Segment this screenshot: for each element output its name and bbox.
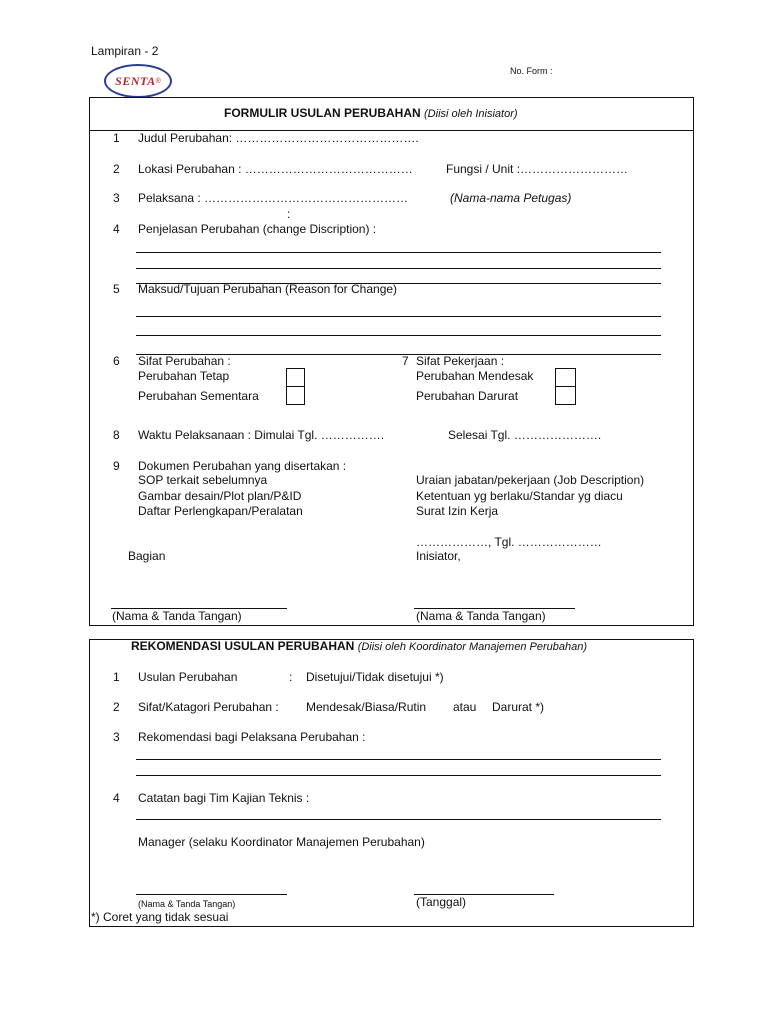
pelaksana-field[interactable]: Pelaksana : …………………………………………… — [138, 191, 409, 205]
form1-subtitle: (Diisi oleh Inisiator) — [424, 108, 518, 120]
usulan-perubahan-label: Usulan Perubahan — [138, 670, 238, 684]
item8-number: 8 — [113, 428, 120, 442]
perubahan-darurat-label: Perubahan Darurat — [416, 389, 519, 403]
dokumen-item: SOP terkait sebelumnya — [138, 473, 268, 487]
persetujuan-option[interactable]: Disetujui/Tidak disetujui *) — [306, 670, 444, 684]
stray-colon: : — [287, 207, 291, 221]
perubahan-mendesak-label: Perubahan Mendesak — [416, 369, 534, 383]
inisiator-signature-caption: (Nama & Tanda Tangan) — [416, 609, 546, 623]
manager-signature-caption: (Nama & Tanda Tangan) — [138, 899, 236, 909]
inisiator-label: Inisiator, — [416, 549, 461, 563]
company-logo — [104, 64, 172, 98]
dokumen-label: Dokumen Perubahan yang disertakan : — [138, 459, 347, 473]
form2-title — [131, 639, 587, 654]
darurat-option[interactable]: Darurat *) — [492, 700, 545, 714]
waktu-pelaksanaan-field[interactable]: Waktu Pelaksanaan : Dimulai Tgl. ……………. — [138, 428, 385, 442]
perubahan-tetap-checkbox[interactable] — [286, 368, 305, 387]
maksud-line-1[interactable] — [136, 316, 661, 317]
form1-title — [224, 106, 518, 121]
item3-number: 3 — [113, 191, 120, 205]
dokumen-item: Surat Izin Kerja — [416, 504, 499, 518]
footnote: *) Coret yang tidak sesuai — [91, 910, 229, 924]
rekomendasi-line-1[interactable] — [136, 759, 661, 760]
form-number-label: No. Form : — [510, 66, 553, 76]
sifat-perubahan-label: Sifat Perubahan : — [138, 354, 231, 368]
form2-title-text: REKOMENDASI USULAN PERUBAHAN — [131, 639, 355, 653]
rec1-number: 1 — [113, 670, 120, 684]
bagian-signature-caption: (Nama & Tanda Tangan) — [112, 609, 242, 623]
rec3-number: 3 — [113, 730, 120, 744]
dokumen-item: Uraian jabatan/pekerjaan (Job Description) — [416, 473, 645, 487]
item2-number: 2 — [113, 162, 120, 176]
atau-label: atau — [453, 700, 477, 714]
manager-label: Manager (selaku Koordinator Manajemen Perubahan) — [138, 835, 425, 849]
catatan-label: Catatan bagi Tim Kajian Teknis : — [138, 791, 310, 805]
penjelasan-line-2[interactable] — [136, 268, 661, 269]
penjelasan-line-1[interactable] — [136, 252, 661, 253]
logo-text: SENTA — [115, 73, 156, 88]
item4-number: 4 — [113, 222, 120, 236]
catatan-line[interactable] — [136, 819, 661, 820]
pelaksana-note: (Nama-nama Petugas) — [450, 191, 572, 205]
form1-title-text: FORMULIR USULAN PERUBAHAN — [224, 106, 421, 120]
item6-number: 6 — [113, 354, 120, 368]
rec4-number: 4 — [113, 791, 120, 805]
maksud-line-2[interactable] — [136, 335, 661, 336]
item7-number: 7 — [402, 354, 409, 368]
bagian-label: Bagian — [128, 549, 166, 563]
perubahan-sementara-label: Perubahan Sementara — [138, 389, 259, 403]
perubahan-tetap-label: Perubahan Tetap — [138, 369, 230, 383]
tanggal-caption: (Tanggal) — [416, 895, 467, 909]
rekomendasi-line-2[interactable] — [136, 775, 661, 776]
maksud-label: Maksud/Tujuan Perubahan (Reason for Change) — [138, 282, 398, 296]
dokumen-item: Daftar Perlengkapan/Peralatan — [138, 504, 303, 518]
penjelasan-label: Penjelasan Perubahan (change Discription) : — [138, 222, 377, 236]
perubahan-sementara-checkbox[interactable] — [286, 386, 305, 405]
item1-number: 1 — [113, 131, 120, 145]
fungsi-unit-field[interactable]: Fungsi / Unit :……………………… — [446, 162, 629, 176]
usulan-colon: : — [289, 670, 293, 684]
selesai-tgl-field[interactable]: Selesai Tgl. …………………. — [448, 428, 602, 442]
lokasi-perubahan-field[interactable]: Lokasi Perubahan : …………………………………… — [138, 162, 413, 176]
item5-number: 5 — [113, 282, 120, 296]
kategori-option[interactable]: Mendesak/Biasa/Rutin — [306, 700, 427, 714]
rec2-number: 2 — [113, 700, 120, 714]
sifat-katagori-label: Sifat/Katagori Perubahan : — [138, 700, 279, 714]
lampiran-label: Lampiran - 2 — [91, 44, 159, 58]
sifat-pekerjaan-label: Sifat Pekerjaan : — [416, 354, 505, 368]
place-date-field[interactable]: ………………, Tgl. ………………… — [416, 535, 602, 549]
form2-subtitle: (Diisi oleh Koordinator Manajemen Perubahan) — [357, 641, 587, 653]
logo-mark: ® — [155, 77, 161, 85]
item9-number: 9 — [113, 459, 120, 473]
manager-signature-line[interactable] — [136, 894, 287, 895]
perubahan-darurat-checkbox[interactable] — [555, 386, 576, 405]
judul-perubahan-field[interactable]: Judul Perubahan: ………………………………………. — [138, 131, 419, 145]
dokumen-item: Gambar desain/Plot plan/P&ID — [138, 489, 302, 503]
rekomendasi-label: Rekomendasi bagi Pelaksana Perubahan : — [138, 730, 366, 744]
perubahan-mendesak-checkbox[interactable] — [555, 368, 576, 387]
dokumen-item: Ketentuan yg berlaku/Standar yg diacu — [416, 489, 623, 503]
